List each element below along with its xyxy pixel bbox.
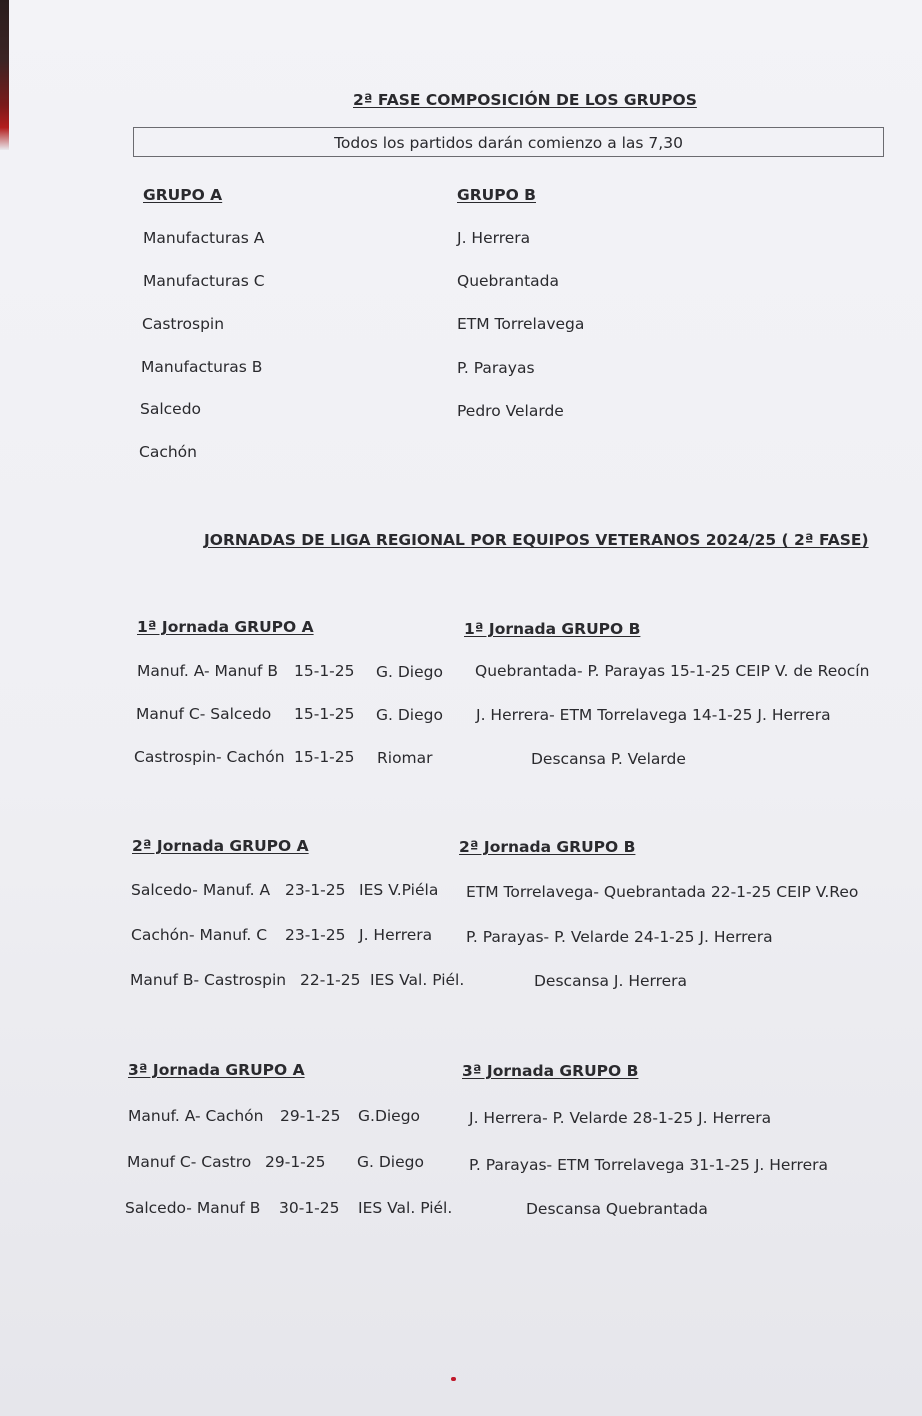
match-row: J. Herrera- ETM Torrelavega 14-1-25 J. Herrera [476, 706, 831, 724]
match-venue: Riomar [377, 749, 433, 767]
group-a-team: Manufacturas C [143, 272, 265, 290]
match-venue: IES V.Piéla [359, 881, 439, 899]
match-row: P. Parayas- P. Velarde 24-1-25 J. Herrera [466, 928, 773, 946]
start-time-note-box [133, 127, 884, 157]
match-teams: Manuf. A- Manuf B [137, 662, 279, 680]
jornada-1-group-a-title: 1ª Jornada GRUPO A [137, 618, 314, 636]
jornada-3-group-a-title: 3ª Jornada GRUPO A [128, 1061, 305, 1079]
match-row: ETM Torrelavega- Quebrantada 22-1-25 CEIP V.Reo [466, 883, 859, 901]
rest-team: Descansa P. Velarde [531, 750, 686, 768]
page-title: 2ª FASE COMPOSICIÓN DE LOS GRUPOS [353, 91, 697, 109]
match-date: 15-1-25 [294, 748, 355, 766]
start-time-note: Todos los partidos darán comienzo a las 7,30 [334, 134, 683, 152]
match-date: 23-1-25 [285, 881, 346, 899]
match-date: 30-1-25 [279, 1199, 340, 1217]
group-a-team: Manufacturas B [141, 358, 263, 376]
jornada-3-group-b-title: 3ª Jornada GRUPO B [462, 1062, 639, 1080]
group-b-team: Quebrantada [457, 272, 560, 290]
match-date: 23-1-25 [285, 926, 346, 944]
group-a-team: Manufacturas A [143, 229, 265, 247]
match-teams: Castrospin- Cachón [134, 748, 285, 766]
match-date: 29-1-25 [265, 1153, 326, 1171]
match-venue: IES Val. Piél. [358, 1199, 453, 1217]
match-date: 29-1-25 [280, 1107, 341, 1125]
match-teams: Manuf C- Salcedo [136, 705, 272, 723]
match-venue: G. Diego [376, 663, 443, 681]
group-b-team: P. Parayas [457, 359, 535, 377]
match-date: 15-1-25 [294, 705, 355, 723]
match-date: 22-1-25 [300, 971, 361, 989]
group-a-team: Cachón [139, 443, 197, 461]
red-ink-mark [451, 1377, 456, 1381]
match-venue: G.Diego [358, 1107, 421, 1125]
match-teams: Salcedo- Manuf B [125, 1199, 261, 1217]
match-teams: Salcedo- Manuf. A [131, 881, 271, 899]
match-row: Quebrantada- P. Parayas 15-1-25 CEIP V. de Reocín [475, 662, 870, 680]
match-teams: Cachón- Manuf. C [131, 926, 268, 944]
match-row: P. Parayas- ETM Torrelavega 31-1-25 J. Herrera [469, 1156, 828, 1174]
match-row: J. Herrera- P. Velarde 28-1-25 J. Herrera [469, 1109, 772, 1127]
match-teams: Manuf B- Castrospin [130, 971, 287, 989]
jornada-1-group-b-title: 1ª Jornada GRUPO B [464, 620, 641, 638]
group-b-title: GRUPO B [457, 186, 536, 204]
group-a-title: GRUPO A [143, 186, 223, 204]
rest-team: Descansa Quebrantada [526, 1200, 708, 1218]
match-date: 15-1-25 [294, 662, 355, 680]
match-teams: Manuf C- Castro [127, 1153, 252, 1171]
match-teams: Manuf. A- Cachón [128, 1107, 264, 1125]
group-b-team: J. Herrera [457, 229, 531, 247]
group-a-team: Salcedo [140, 400, 202, 418]
match-venue: G. Diego [357, 1153, 424, 1171]
group-a-team: Castrospin [142, 315, 225, 333]
match-venue: J. Herrera [359, 926, 433, 944]
jornada-2-group-a-title: 2ª Jornada GRUPO A [132, 837, 309, 855]
group-b-team: Pedro Velarde [457, 402, 564, 420]
page-edge-shadow [0, 0, 9, 150]
jornada-2-group-b-title: 2ª Jornada GRUPO B [459, 838, 636, 856]
group-b-team: ETM Torrelavega [457, 315, 585, 333]
schedule-title: JORNADAS DE LIGA REGIONAL POR EQUIPOS VETERANOS 2024/25 ( 2ª FASE) [204, 531, 869, 549]
match-venue: G. Diego [376, 706, 443, 724]
rest-team: Descansa J. Herrera [534, 972, 688, 990]
match-venue: IES Val. Piél. [370, 971, 465, 989]
